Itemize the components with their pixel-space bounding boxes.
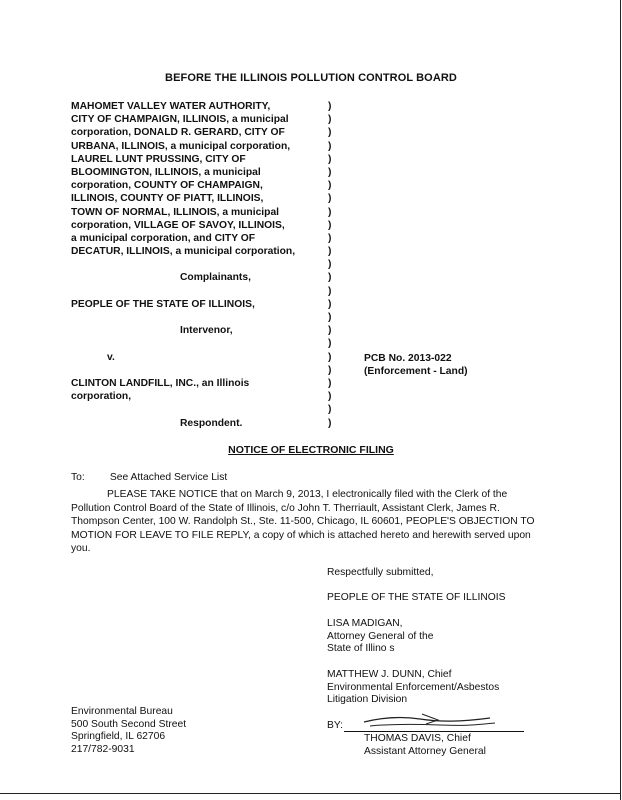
respondent-line: CLINTON LANDFILL, INC., an Illinois xyxy=(71,377,250,389)
attorney-general-block xyxy=(327,618,433,656)
caption-paren: ) xyxy=(328,246,332,258)
caption-paren: ) xyxy=(328,285,332,297)
caption-line: ILLINOIS, COUNTY OF PIATT, ILLINOIS, xyxy=(71,193,264,205)
intervenor-party: PEOPLE OF THE STATE OF ILLINOIS, xyxy=(71,298,255,310)
caption-paren: ) xyxy=(328,312,332,323)
division-block xyxy=(327,669,499,707)
caption-paren: ) xyxy=(328,114,332,126)
ag-line: State of Illino s xyxy=(327,643,395,654)
to-label: To: xyxy=(71,472,85,483)
caption-paren: ) xyxy=(328,153,332,165)
ag-line: Attorney General of the xyxy=(327,630,434,642)
caption-line: MAHOMET VALLEY WATER AUTHORITY, xyxy=(71,101,271,112)
caption-line: DECATUR, ILLINOIS, a municipal corporation, xyxy=(71,246,296,258)
notice-heading: NOTICE OF ELECTRONIC FILING xyxy=(228,444,394,456)
division-line: MATTHEW J. DUNN, Chief xyxy=(327,669,452,680)
caption-paren: ) xyxy=(328,364,332,376)
case-number: PCB No. 2013-022 xyxy=(364,353,452,364)
signer-line: Assistant Attorney General xyxy=(364,745,486,757)
by-label: BY: xyxy=(327,720,344,731)
case-number-block xyxy=(364,352,468,378)
caption-paren: ) xyxy=(328,127,332,139)
signer-block xyxy=(364,733,486,758)
caption-paren: ) xyxy=(328,180,332,192)
caption-paren: ) xyxy=(328,377,332,389)
caption-parentheses xyxy=(328,100,331,430)
caption-paren: ) xyxy=(328,391,332,403)
to-value: See Attached Service List xyxy=(109,472,228,483)
bureau-line: Springfield, IL 62706 xyxy=(71,731,166,742)
caption-line: a municipal corporation, and CITY OF xyxy=(71,232,256,244)
board-title: BEFORE THE ILLINOIS POLLUTION CONTROL BOARD xyxy=(165,72,457,84)
bureau-address xyxy=(71,706,186,756)
caption-line: corporation, COUNTY OF CHAMPAIGN, xyxy=(71,180,263,192)
intervenor-label: Intervenor, xyxy=(180,325,233,337)
signer-line: THOMAS DAVIS, Chief xyxy=(364,733,471,744)
bureau-line: 217/782-9031 xyxy=(71,743,135,755)
caption-paren: ) xyxy=(328,325,332,337)
caption-line: URBANA, ILLINOIS, a municipal corporation, xyxy=(71,140,291,152)
closing: Respectfully submitted, xyxy=(327,567,434,578)
signature-scribble xyxy=(360,708,500,732)
caption-paren: ) xyxy=(328,298,332,310)
caption-paren: ) xyxy=(328,219,332,231)
caption-line: corporation, DONALD R. GERARD, CITY OF xyxy=(71,127,285,139)
caption-paren: ) xyxy=(328,140,332,152)
page-right-edge xyxy=(620,0,621,800)
caption-paren: ) xyxy=(328,351,332,363)
division-line: Litigation Division xyxy=(327,694,408,705)
caption-line: corporation, VILLAGE OF SAVOY, ILLINOIS, xyxy=(71,219,285,231)
case-caption xyxy=(71,100,321,430)
ag-line: LISA MADIGAN, xyxy=(327,618,403,629)
caption-paren: ) xyxy=(328,338,332,350)
caption-paren: ) xyxy=(328,404,332,416)
division-line: Environmental Enforcement/Asbestos xyxy=(327,681,500,693)
caption-paren: ) xyxy=(328,272,332,284)
party-name: PEOPLE OF THE STATE OF ILLINOIS xyxy=(327,592,506,603)
caption-line: LAUREL LUNT PRUSSING, CITY OF xyxy=(71,153,246,165)
page-bottom-edge xyxy=(0,793,620,794)
caption-paren: ) xyxy=(328,193,332,205)
caption-line: CITY OF CHAMPAIGN, ILLINOIS, a municipal xyxy=(71,114,289,126)
caption-paren: ) xyxy=(328,232,332,244)
versus-label: v. xyxy=(107,351,115,363)
respondent-line: corporation, xyxy=(71,391,132,403)
bureau-line: 500 South Second Street xyxy=(71,718,187,730)
signature-rule xyxy=(344,731,524,732)
respondent-label: Respondent. xyxy=(180,417,243,429)
case-type: (Enforcement - Land) xyxy=(364,366,468,378)
notice-body: PLEASE TAKE NOTICE that on March 9, 2013, I electronically filed with the Clerk of the Pollution Control Board of the State of Illinois, c/o John T. Therriault, Assistant Clerk, James R. Thompson Center, 100 W. Randolph St., Ste. 11-500, Chicago, IL 60601, PEOPLE'S OBJECTION TO MOTION FOR LEAVE TO FILE REPLY, a copy of which is attached hereto and herewith served upon you. xyxy=(71,489,535,554)
to-line xyxy=(71,472,227,483)
complainants-label: Complainants, xyxy=(180,272,251,284)
caption-paren: ) xyxy=(328,206,332,218)
caption-paren: ) xyxy=(328,259,332,271)
caption-paren: ) xyxy=(328,101,332,112)
bureau-line: Environmental Bureau xyxy=(71,706,173,717)
caption-line: BLOOMINGTON, ILLINOIS, a municipal xyxy=(71,166,261,178)
caption-paren: ) xyxy=(328,166,332,178)
caption-line: TOWN OF NORMAL, ILLINOIS, a municipal xyxy=(71,206,280,218)
caption-paren: ) xyxy=(328,417,332,429)
